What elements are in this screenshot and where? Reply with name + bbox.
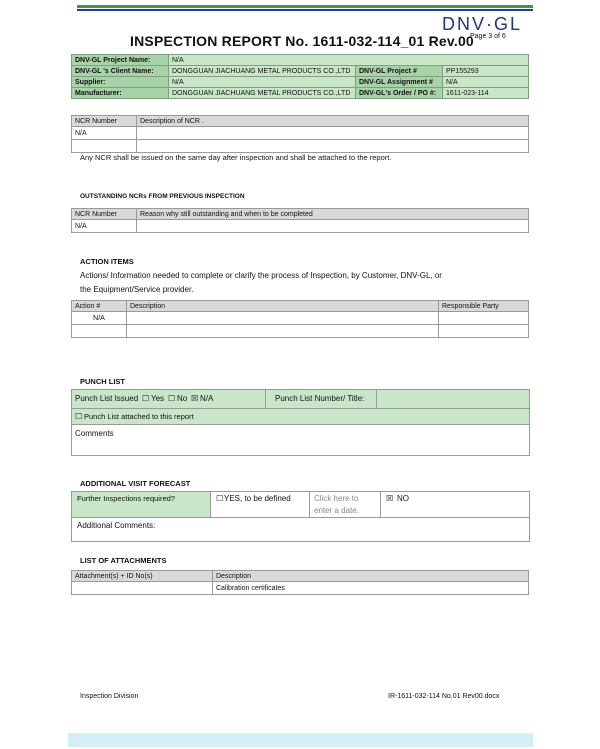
forecast-further-cell [72, 492, 211, 518]
ncr-row-empty-number[interactable] [72, 140, 137, 153]
footer-right: IR-1611-032-114 No.01 Rev00.docx [388, 693, 500, 700]
punch-issued-label: Punch List Issued [75, 394, 139, 403]
attachments-row-id[interactable] [72, 582, 213, 595]
outstanding-row-reason[interactable] [137, 220, 529, 233]
punch-no-checkbox[interactable]: ☐ [168, 394, 176, 403]
ncr-row-empty-description[interactable] [137, 140, 529, 153]
attachments-table [71, 570, 529, 595]
punch-number-field[interactable] [377, 390, 529, 408]
action-row-number: N/A [72, 312, 127, 325]
ncr-col-description: Description of NCR . [137, 116, 529, 127]
action-col-number: Action # [72, 301, 127, 312]
punch-na-checkbox[interactable]: ☒ [191, 394, 199, 403]
action-items-heading: ACTION ITEMS [80, 257, 134, 266]
outstanding-heading: OUTSTANDING NCRs FROM PREVIOUS INSPECTION [80, 193, 245, 200]
page-number: Page 3 of 6 [470, 33, 506, 40]
outstanding-table [71, 208, 529, 233]
client-name-label: DNV-GL 's Client Name: [72, 66, 169, 77]
forecast-further-label: Further Inspections required? [77, 494, 175, 503]
forecast-yes-cell [211, 492, 310, 518]
forecast-no-label: NO [397, 494, 409, 503]
forecast-yes-checkbox[interactable]: ☐ [216, 494, 224, 503]
forecast-heading: ADDITIONAL VISIT FORECAST [80, 479, 191, 488]
outstanding-col-number: NCR Number [72, 209, 137, 220]
ncr-col-number: NCR Number [72, 116, 137, 127]
ncr-row-number: N/A [72, 127, 137, 140]
forecast-date-placeholder-1: Click here to [314, 494, 359, 503]
outstanding-row-number: N/A [72, 220, 137, 233]
forecast-date-cell[interactable] [310, 492, 381, 518]
attachments-col-description: Description [213, 571, 529, 582]
header-rule-blue [77, 9, 533, 11]
dnvgl-logo: DNV·GL [442, 14, 523, 34]
action-row-empty-responsible[interactable] [439, 325, 529, 338]
attachments-heading: LIST OF ATTACHMENTS [80, 556, 167, 565]
attachments-row-description: Calibration certificates [213, 582, 529, 595]
punch-list-row-issued [72, 390, 529, 409]
forecast-box [71, 491, 530, 542]
client-name-value: DONGGUAN JIACHUANG METAL PRODUCTS CO.,LTD [169, 66, 356, 77]
action-items-table [71, 300, 529, 338]
punch-na-label: N/A [200, 394, 214, 403]
manufacturer-value: DONGGUAN JIACHUANG METAL PRODUCTS CO.,LTD [169, 88, 356, 99]
punch-yes-label: Yes [151, 394, 165, 403]
forecast-no-checkbox[interactable]: ☒ [386, 494, 394, 503]
project-name-label: DNV-GL Project Name: [72, 55, 169, 66]
action-row-empty-number[interactable] [72, 325, 127, 338]
ncr-row-description[interactable] [137, 127, 529, 140]
attachments-col-id: Attachment(s) + ID No(s) [72, 571, 213, 582]
punch-list-heading: PUNCH LIST [80, 377, 125, 386]
ncr-table [71, 115, 529, 153]
punch-attached-label: Punch List attached to this report [84, 412, 194, 421]
supplier-label: Supplier: [72, 77, 169, 88]
project-number-label: DNV-GL Project # [356, 66, 443, 77]
punch-comments-label: Comments [75, 429, 114, 438]
punch-divider [265, 390, 266, 408]
manufacturer-label: Manufacturer: [72, 88, 169, 99]
order-label: DNV-GL's Order / PO #: [356, 88, 443, 99]
punch-number-label: Punch List Number/ Title: [275, 394, 365, 403]
forecast-no-cell [381, 492, 529, 518]
forecast-date-placeholder-2: enter a date. [314, 506, 359, 515]
punch-list-box [71, 389, 530, 456]
punch-yes-checkbox[interactable]: ☐ [142, 394, 150, 403]
action-col-responsible: Responsible Party [439, 301, 529, 312]
punch-attached-checkbox[interactable]: ☐ [75, 412, 83, 421]
supplier-value: N/A [169, 77, 356, 88]
punch-list-row-attached [72, 409, 529, 425]
action-items-text-2: the Equipment/Service provider. [80, 285, 194, 294]
action-row-empty-description[interactable] [127, 325, 439, 338]
assignment-value: N/A [443, 77, 529, 88]
order-value: 1611-023-114 [443, 88, 529, 99]
action-row-description[interactable] [127, 312, 439, 325]
footer-left: Inspection Division [80, 693, 139, 700]
report-title: INSPECTION REPORT No. 1611-032-114_01 Rev.00 [130, 33, 474, 49]
ncr-note: Any NCR shall be issued on the same day after inspection and shall be attached to the report. [80, 153, 392, 162]
assignment-label: DNV-GL Assignment # [356, 77, 443, 88]
project-number-value: PP155293 [443, 66, 529, 77]
forecast-additional-label: Additional Comments: [77, 521, 156, 530]
project-info-table [71, 54, 529, 99]
action-row-responsible[interactable] [439, 312, 529, 325]
project-name-value: N/A [169, 55, 529, 66]
punch-no-label: No [177, 394, 188, 403]
forecast-yes-label: YES, to be defined [224, 494, 291, 503]
action-items-text-1: Actions/ Information needed to complete or clarify the process of Inspection, by Customer, DNV-GL, or [80, 271, 442, 280]
header-rule-green [77, 5, 533, 8]
bottom-band [68, 733, 533, 747]
outstanding-col-reason: Reason why still outstanding and when to be completed [137, 209, 529, 220]
action-col-description: Description [127, 301, 439, 312]
